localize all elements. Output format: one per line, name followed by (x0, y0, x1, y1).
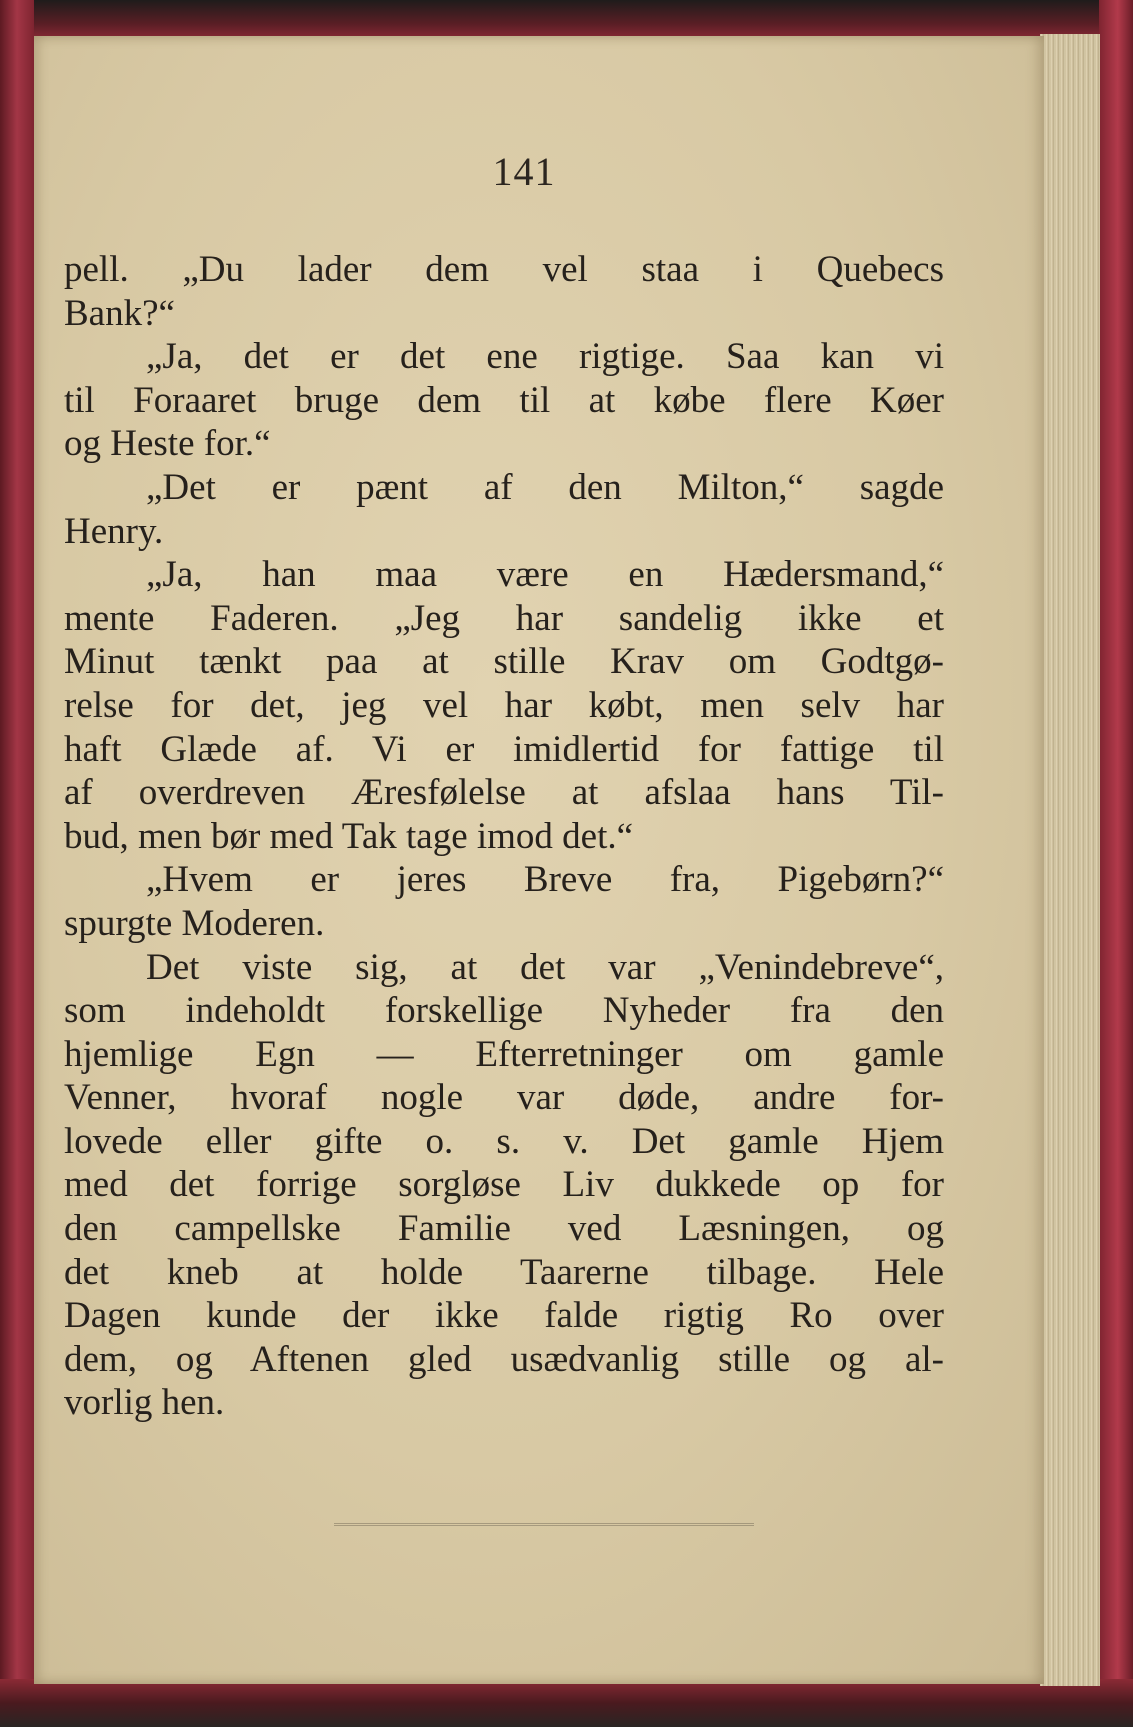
text-line: „Ja, det er det ene rigtige. Saa kan vi (146, 336, 944, 378)
book-cover-bottom-edge (0, 1679, 1133, 1727)
page-edges (1040, 34, 1100, 1686)
text-line: Minut tænkt paa at stille Krav om Godtgø- (64, 641, 944, 683)
text-line: mente Faderen. „Jeg har sandelig ikke et (64, 597, 944, 639)
body-text (64, 248, 944, 1425)
text-line: som indeholdt forskellige Nyheder fra den (64, 990, 944, 1032)
page-number: 141 (492, 149, 556, 194)
text-line: dem, og Aftenen gled usædvanlig stille og al- (64, 1338, 944, 1380)
text-line: Venner, hvoraf nogle var døde, andre for- (64, 1077, 944, 1119)
text-line: den campellske Familie ved Læsningen, og (64, 1208, 944, 1250)
text-line: pell. „Du lader dem vel staa i Quebecs (64, 249, 944, 290)
bleed-through-rule (334, 1522, 754, 1526)
text-line: Bank?“ (64, 292, 175, 334)
text-line: Henry. (64, 510, 164, 552)
text-line: det kneb at holde Taarerne tilbage. Hele (64, 1251, 944, 1293)
text-line: af overdreven Æresfølelse at afslaa hans Til- (64, 772, 944, 814)
text-line: Det viste sig, at det var „Venindebreve“, (146, 946, 944, 988)
text-line: bud, men bør med Tak tage imod det.“ (64, 815, 634, 857)
text-line: haft Glæde af. Vi er imidlertid for fattige til (64, 728, 944, 770)
book-cover-left-edge (0, 0, 34, 1727)
text-line: Dagen kunde der ikke falde rigtig Ro over (64, 1295, 944, 1337)
text-line: „Hvem er jeres Breve fra, Pigebørn?“ (146, 859, 944, 901)
book-cover-right-edge (1099, 0, 1133, 1727)
text-line: „Ja, han maa være en Hædersmand,“ (146, 554, 944, 596)
book-cover-top-edge (0, 0, 1133, 40)
text-line: „Det er pænt af den Milton,“ sagde (146, 466, 944, 508)
text-line: relse for det, jeg vel har købt, men selv har (64, 684, 944, 726)
text-line: hjemlige Egn — Efterretninger om gamle (64, 1033, 944, 1075)
text-line: med det forrige sorgløse Liv dukkede op for (64, 1164, 944, 1206)
text-line: til Foraaret bruge dem til at købe flere Køer (64, 379, 944, 421)
text-line: vorlig hen. (64, 1382, 225, 1424)
book-page (34, 36, 1044, 1684)
text-line: lovede eller gifte o. s. v. Det gamle Hjem (64, 1120, 944, 1162)
text-line: og Heste for.“ (64, 423, 271, 465)
text-line: spurgte Moderen. (64, 902, 325, 944)
